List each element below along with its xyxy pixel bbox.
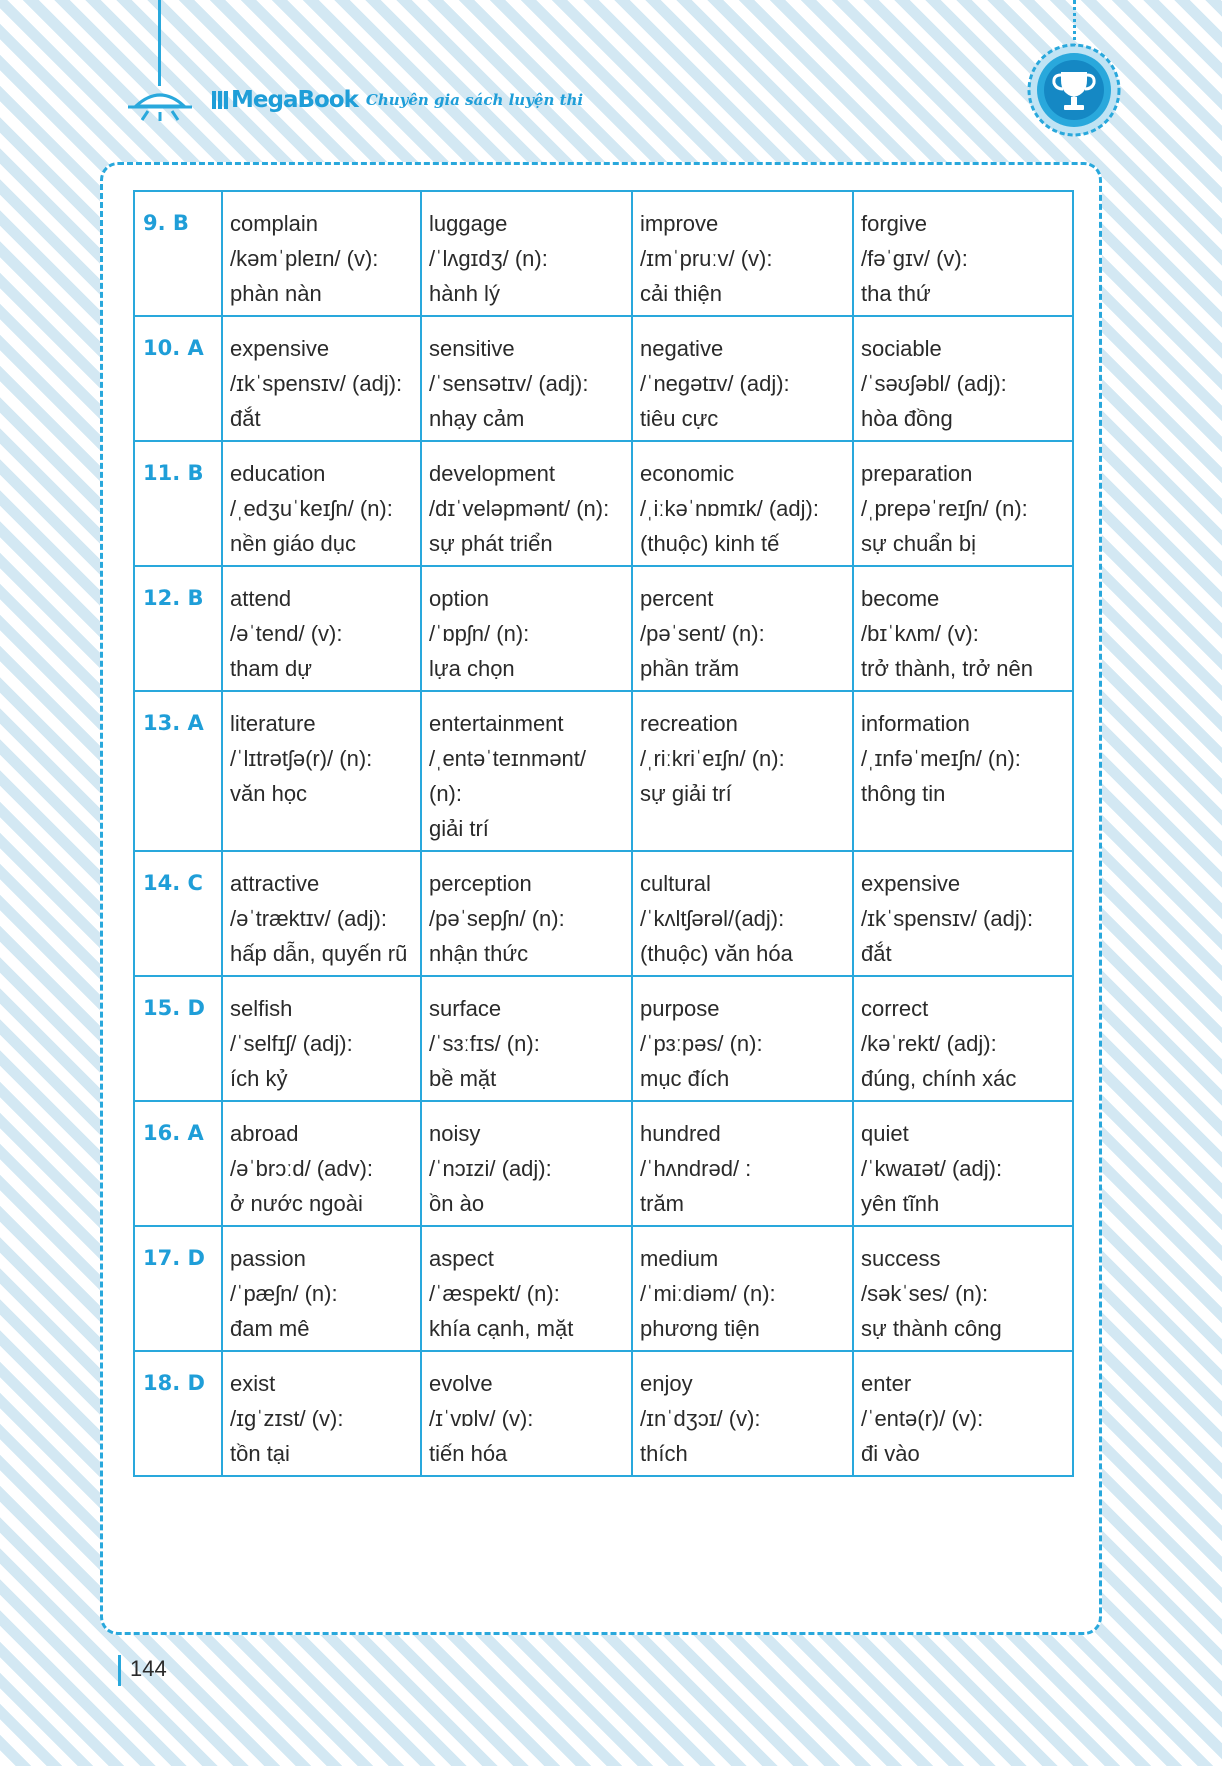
vocab-word: education (230, 461, 326, 486)
vocab-word: forgive (861, 211, 928, 236)
word-cell (632, 1226, 853, 1351)
phonetic-transcription: /ˈneɡətɪv/ (adj): (640, 371, 790, 396)
phonetic-transcription: /ɪmˈpruːv/ (v): (640, 246, 773, 271)
word-cell (421, 1351, 632, 1476)
vocab-word: correct (861, 996, 929, 1021)
phonetic-transcription: /pəˈsent/ (n): (640, 621, 765, 646)
vocab-word: sensitive (429, 336, 515, 361)
lamp-icon (126, 82, 194, 122)
word-meaning: sự thành công (861, 1316, 1002, 1341)
word-cell (632, 691, 853, 851)
vocab-word: noisy (429, 1121, 481, 1146)
word-cell (222, 1351, 421, 1476)
phonetic-transcription: /ˈsɜːfɪs/ (n): (429, 1031, 540, 1056)
word-meaning: ích kỷ (230, 1066, 288, 1091)
word-cell (632, 566, 853, 691)
vocab-word: economic (640, 461, 735, 486)
vocab-word: improve (640, 211, 719, 236)
word-meaning: sự giải trí (640, 781, 732, 806)
word-cell (632, 316, 853, 441)
word-meaning: tham dự (230, 656, 312, 681)
phonetic-transcription: /ɪkˈspensɪv/ (adj): (861, 906, 1034, 931)
phonetic-transcription: /ˌɪnfəˈmeɪʃn/ (n): (861, 746, 1021, 771)
phonetic-transcription: /ˌentəˈteɪnmənt/ (n): (429, 746, 587, 806)
word-meaning: mục đích (640, 1066, 730, 1091)
word-cell (632, 976, 853, 1101)
vocab-word: preparation (861, 461, 973, 486)
word-meaning: bề mặt (429, 1066, 497, 1091)
word-cell (853, 1226, 1073, 1351)
vocab-word: sociable (861, 336, 942, 361)
brand-name: MegaBook (231, 87, 358, 113)
phonetic-transcription: /ˈselfɪʃ/ (adj): (230, 1031, 353, 1056)
word-meaning: thông tin (861, 781, 946, 806)
table-row (134, 976, 1073, 1101)
vocab-word: luggage (429, 211, 508, 236)
word-cell (853, 851, 1073, 976)
table-row (134, 1226, 1073, 1351)
phonetic-transcription: /ˈsəʊʃəbl/ (adj): (861, 371, 1007, 396)
word-cell (222, 316, 421, 441)
word-cell (632, 851, 853, 976)
phonetic-transcription: /kəˈrekt/ (adj): (861, 1031, 997, 1056)
vocab-word: expensive (861, 871, 961, 896)
vocab-word: cultural (640, 871, 711, 896)
phonetic-transcription: /ˌedʒuˈkeɪʃn/ (n): (230, 496, 393, 521)
word-cell (421, 316, 632, 441)
word-cell (421, 1101, 632, 1226)
answer-key: 12. B (134, 566, 222, 691)
answer-key: 11. B (134, 441, 222, 566)
table-row (134, 316, 1073, 441)
phonetic-transcription: /ˌprepəˈreɪʃn/ (n): (861, 496, 1028, 521)
table-row (134, 691, 1073, 851)
word-cell (421, 191, 632, 316)
phonetic-transcription: /ˈentə(r)/ (v): (861, 1406, 984, 1431)
phonetic-transcription: /fəˈɡɪv/ (v): (861, 246, 968, 271)
table-row (134, 191, 1073, 316)
word-meaning: hành lý (429, 281, 500, 306)
vocab-word: selfish (230, 996, 293, 1021)
answer-key: 13. A (134, 691, 222, 851)
phonetic-transcription: /ɪˈvɒlv/ (v): (429, 1406, 534, 1431)
vocab-word: evolve (429, 1371, 493, 1396)
word-meaning: đi vào (861, 1441, 920, 1466)
word-cell (853, 316, 1073, 441)
phonetic-transcription: /ˈlʌɡɪdʒ/ (n): (429, 246, 548, 271)
phonetic-transcription: /ˈkwaɪət/ (adj): (861, 1156, 1003, 1181)
phonetic-transcription: /bɪˈkʌm/ (v): (861, 621, 979, 646)
answer-key: 16. A (134, 1101, 222, 1226)
word-meaning: (thuộc) văn hóa (640, 941, 793, 966)
phonetic-transcription: /əˈtend/ (v): (230, 621, 343, 646)
vocab-word: entertainment (429, 711, 564, 736)
word-meaning: phàn nàn (230, 281, 322, 306)
brand-tagline: Chuyên gia sách luyện thi (365, 91, 584, 109)
vocab-word: aspect (429, 1246, 494, 1271)
answer-key: 15. D (134, 976, 222, 1101)
word-cell (421, 441, 632, 566)
word-meaning: nền giáo dục (230, 531, 356, 556)
phonetic-transcription: /ˈɒpʃn/ (n): (429, 621, 530, 646)
header-brand (212, 86, 583, 114)
phonetic-transcription: /ˈpɜːpəs/ (n): (640, 1031, 763, 1056)
vocab-word: enjoy (640, 1371, 693, 1396)
word-meaning: tiêu cực (640, 406, 719, 431)
brand-logo-icon (212, 91, 228, 109)
word-cell (853, 976, 1073, 1101)
answer-key: 9. B (134, 191, 222, 316)
word-meaning: khía cạnh, mặt (429, 1316, 574, 1341)
phonetic-transcription: /ˌriːkriˈeɪʃn/ (n): (640, 746, 785, 771)
phonetic-transcription: /ˌiːkəˈnɒmɪk/ (adj): (640, 496, 819, 521)
vocabulary-answer-table (133, 190, 1074, 1477)
phonetic-transcription: /ˈnɔɪzi/ (adj): (429, 1156, 552, 1181)
word-meaning: đúng, chính xác (861, 1066, 1017, 1091)
word-cell (222, 441, 421, 566)
table-row (134, 1351, 1073, 1476)
table-row (134, 851, 1073, 976)
table-row (134, 566, 1073, 691)
vocab-word: recreation (640, 711, 738, 736)
word-cell (632, 1101, 853, 1226)
phonetic-transcription: /ɪkˈspensɪv/ (adj): (230, 371, 403, 396)
word-cell (853, 191, 1073, 316)
lamp-cord (158, 0, 161, 86)
word-cell (421, 976, 632, 1101)
answer-key: 10. A (134, 316, 222, 441)
word-cell (421, 851, 632, 976)
word-meaning: tiến hóa (429, 1441, 508, 1466)
vocab-word: quiet (861, 1121, 909, 1146)
word-cell (632, 191, 853, 316)
phonetic-transcription: /əˈtræktɪv/ (adj): (230, 906, 387, 931)
vocab-word: enter (861, 1371, 912, 1396)
phonetic-transcription: /ˈsensətɪv/ (adj): (429, 371, 589, 396)
phonetic-transcription: /ˈpæʃn/ (n): (230, 1281, 338, 1306)
phonetic-transcription: /ˈlɪtrətʃə(r)/ (n): (230, 746, 373, 771)
phonetic-transcription: /səkˈses/ (n): (861, 1281, 989, 1306)
word-meaning: hòa đồng (861, 406, 953, 431)
vocab-word: information (861, 711, 970, 736)
vocab-word: attractive (230, 871, 320, 896)
word-meaning: đắt (861, 941, 892, 966)
word-meaning: phần trăm (640, 656, 740, 681)
vocab-word: complain (230, 211, 319, 236)
phonetic-transcription: /ɪɡˈzɪst/ (v): (230, 1406, 344, 1431)
word-meaning: tha thứ (861, 281, 931, 306)
phonetic-transcription: /ˈmiːdiəm/ (n): (640, 1281, 776, 1306)
word-cell (222, 976, 421, 1101)
word-meaning: cải thiện (640, 281, 722, 306)
vocab-word: negative (640, 336, 724, 361)
word-meaning: ở nước ngoài (230, 1191, 363, 1216)
word-meaning: yên tĩnh (861, 1191, 940, 1216)
phonetic-transcription: /ɪnˈdʒɔɪ/ (v): (640, 1406, 761, 1431)
vocab-word: percent (640, 586, 714, 611)
word-cell (853, 441, 1073, 566)
page-number: 144 (130, 1656, 167, 1681)
word-meaning: sự chuẩn bị (861, 531, 977, 556)
word-meaning: phương tiện (640, 1316, 760, 1341)
vocab-word: purpose (640, 996, 720, 1021)
word-cell (853, 1351, 1073, 1476)
word-meaning: trở thành, trở nên (861, 656, 1033, 681)
phonetic-transcription: /ˈhʌndrəd/ : (640, 1156, 752, 1181)
vocab-word: literature (230, 711, 316, 736)
word-cell (421, 691, 632, 851)
page-divider (118, 1655, 121, 1686)
word-meaning: thích (640, 1441, 688, 1466)
word-meaning: lựa chọn (429, 656, 515, 681)
vocab-word: exist (230, 1371, 276, 1396)
word-cell (632, 441, 853, 566)
word-cell (222, 691, 421, 851)
phonetic-transcription: /kəmˈpleɪn/ (v): (230, 246, 379, 271)
word-cell (222, 851, 421, 976)
word-meaning: nhạy cảm (429, 406, 525, 431)
word-meaning: đắt (230, 406, 261, 431)
phonetic-transcription: /ˈkʌltʃərəl/(adj): (640, 906, 785, 931)
answer-key: 18. D (134, 1351, 222, 1476)
vocab-word: abroad (230, 1121, 299, 1146)
word-meaning: sự phát triển (429, 531, 553, 556)
vocab-word: option (429, 586, 489, 611)
word-meaning: tồn tại (230, 1441, 290, 1466)
word-meaning: văn học (230, 781, 308, 806)
vocab-word: success (861, 1246, 941, 1271)
word-cell (421, 1226, 632, 1351)
vocab-word: expensive (230, 336, 330, 361)
word-cell (222, 566, 421, 691)
phonetic-transcription: /dɪˈveləpmənt/ (n): (429, 496, 610, 521)
word-meaning: ồn ào (429, 1191, 485, 1216)
word-cell (222, 191, 421, 316)
word-cell (853, 1101, 1073, 1226)
word-cell (853, 691, 1073, 851)
word-cell (853, 566, 1073, 691)
word-meaning: nhận thức (429, 941, 529, 966)
word-cell (222, 1226, 421, 1351)
word-meaning: hấp dẫn, quyến rũ (230, 941, 408, 966)
phonetic-transcription: /ˈæspekt/ (n): (429, 1281, 560, 1306)
vocab-word: attend (230, 586, 292, 611)
vocab-word: perception (429, 871, 532, 896)
word-cell (632, 1351, 853, 1476)
phonetic-transcription: /əˈbrɔːd/ (adv): (230, 1156, 374, 1181)
answer-key: 17. D (134, 1226, 222, 1351)
table-row (134, 1101, 1073, 1226)
vocab-word: surface (429, 996, 502, 1021)
table-row (134, 441, 1073, 566)
trophy-medal-icon (1026, 42, 1122, 138)
vocab-word: medium (640, 1246, 719, 1271)
medal-cord (1073, 0, 1076, 48)
vocab-word: development (429, 461, 555, 486)
word-meaning: đam mê (230, 1316, 310, 1341)
answer-key: 14. C (134, 851, 222, 976)
word-meaning: trăm (640, 1191, 684, 1216)
word-meaning: giải trí (429, 816, 489, 841)
vocab-word: become (861, 586, 940, 611)
vocab-word: hundred (640, 1121, 721, 1146)
word-cell (222, 1101, 421, 1226)
vocab-word: passion (230, 1246, 306, 1271)
word-cell (421, 566, 632, 691)
word-meaning: (thuộc) kinh tế (640, 531, 780, 556)
phonetic-transcription: /pəˈsepʃn/ (n): (429, 906, 565, 931)
